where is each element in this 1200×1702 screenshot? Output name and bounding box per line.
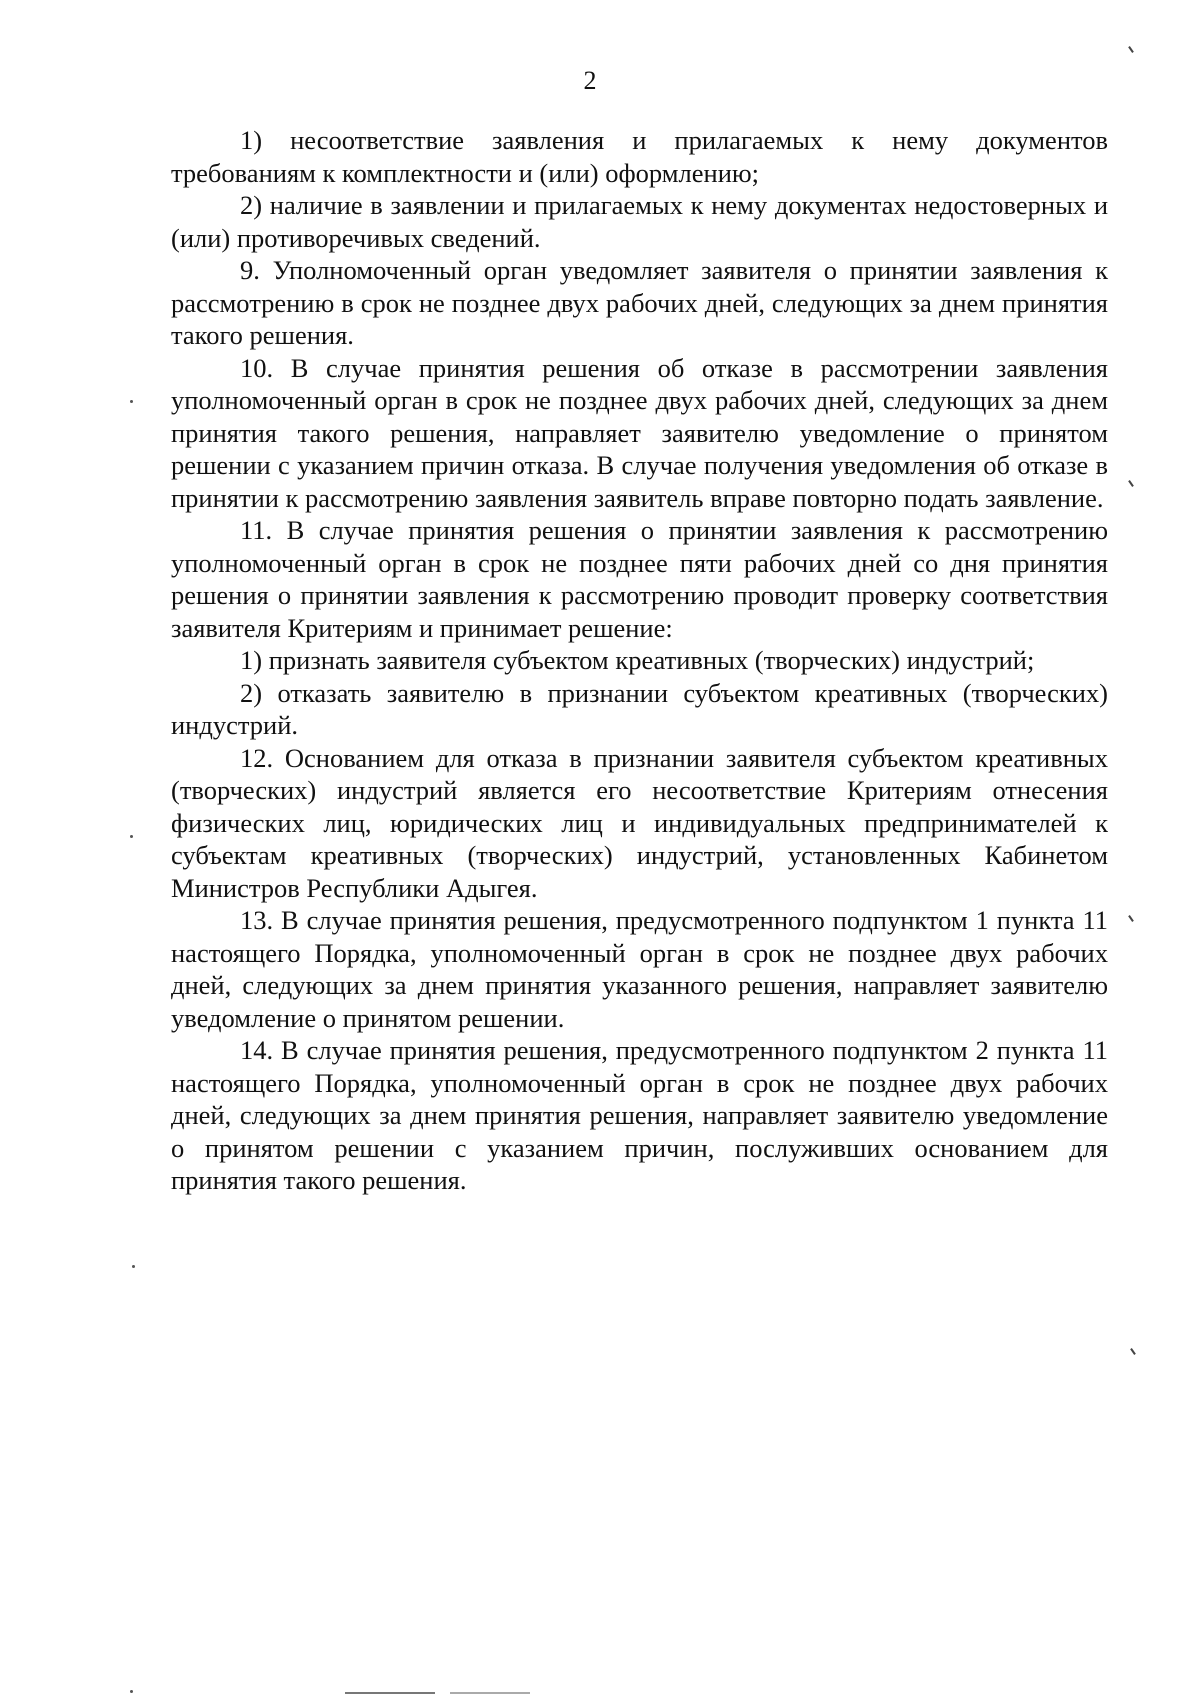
scan-speck <box>130 835 133 838</box>
paragraph-item-2: 2) наличие в заявлении и прилагаемых к нему документах недостоверных и (или) противоречивых сведений. <box>171 190 1108 253</box>
page-number: 2 <box>583 66 597 95</box>
paragraph-item-1: 1) несоответствие заявления и прилагаемых к нему документов требованиям к комплектности и (или) оформлению; <box>171 125 1108 188</box>
scan-speck <box>130 400 133 403</box>
scan-edge-mark <box>450 1692 530 1694</box>
paragraph-clause-11-item-1: 1) признать заявителя субъектом креативных (творческих) индустрий; <box>240 645 1035 675</box>
scan-speck <box>1128 915 1134 922</box>
scan-speck <box>1128 46 1134 53</box>
scan-edge-mark <box>345 1692 435 1694</box>
scan-speck <box>130 1690 133 1693</box>
paragraph-clause-11-item-2: 2) отказать заявителю в признании субъектом креативных (творческих) индустрий. <box>171 677 1108 740</box>
paragraph-clause-10: 10. В случае принятия решения об отказе в рассмотрении заявления уполномоченный орган в срок не позднее двух рабочих дней, следующих за днем принятия такого решения, направляет заявителю уведомление о принятом решении с указанием причин отказа. В случае получения уведомления об отказе в принятии к рассмотрению заявления заявитель вправе повторно подать заявление. <box>171 352 1108 513</box>
document-body <box>171 124 1108 1197</box>
paragraph-clause-9: 9. Уполномоченный орган уведомляет заявителя о принятии заявления к рассмотрению в срок не позднее двух рабочих дней, следующих за днем принятия такого решения. <box>171 255 1108 350</box>
paragraph-clause-11: 11. В случае принятия решения о принятии заявления к рассмотрению уполномоченный орган в срок не позднее пяти рабочих дней со дня принятия решения о принятии заявления к рассмотрению проводит проверку соответствия заявителя Критериям и принимает решение: <box>171 515 1108 643</box>
paragraph-clause-14: 14. В случае принятия решения, предусмотренного подпунктом 2 пункта 11 настоящего Порядка, уполномоченный орган в срок не позднее двух рабочих дней, следующих за днем принятия решения, направляет заявителю уведомление о принятом решении с указанием причин, послуживших основанием для принятия такого решения. <box>171 1035 1108 1195</box>
paragraph-clause-12: 12. Основанием для отказа в признании заявителя субъектом креативных (творческих) индустрий является его несоответствие Критериям отнесения физических лиц, юридических лиц и индивидуальных предпринимателей к субъектам креативных (творческих) индустрий, установленных Кабинетом Министров Республики Адыгея. <box>171 742 1108 903</box>
paragraph-clause-13: 13. В случае принятия решения, предусмотренного подпунктом 1 пункта 11 настоящего Порядка, уполномоченный орган в срок не позднее двух рабочих дней, следующих за днем принятия указанного решения, направляет заявителю уведомление о принятом решении. <box>171 905 1108 1033</box>
scan-speck <box>132 1265 135 1268</box>
scan-speck <box>1128 480 1134 487</box>
scan-speck <box>1130 1348 1136 1355</box>
